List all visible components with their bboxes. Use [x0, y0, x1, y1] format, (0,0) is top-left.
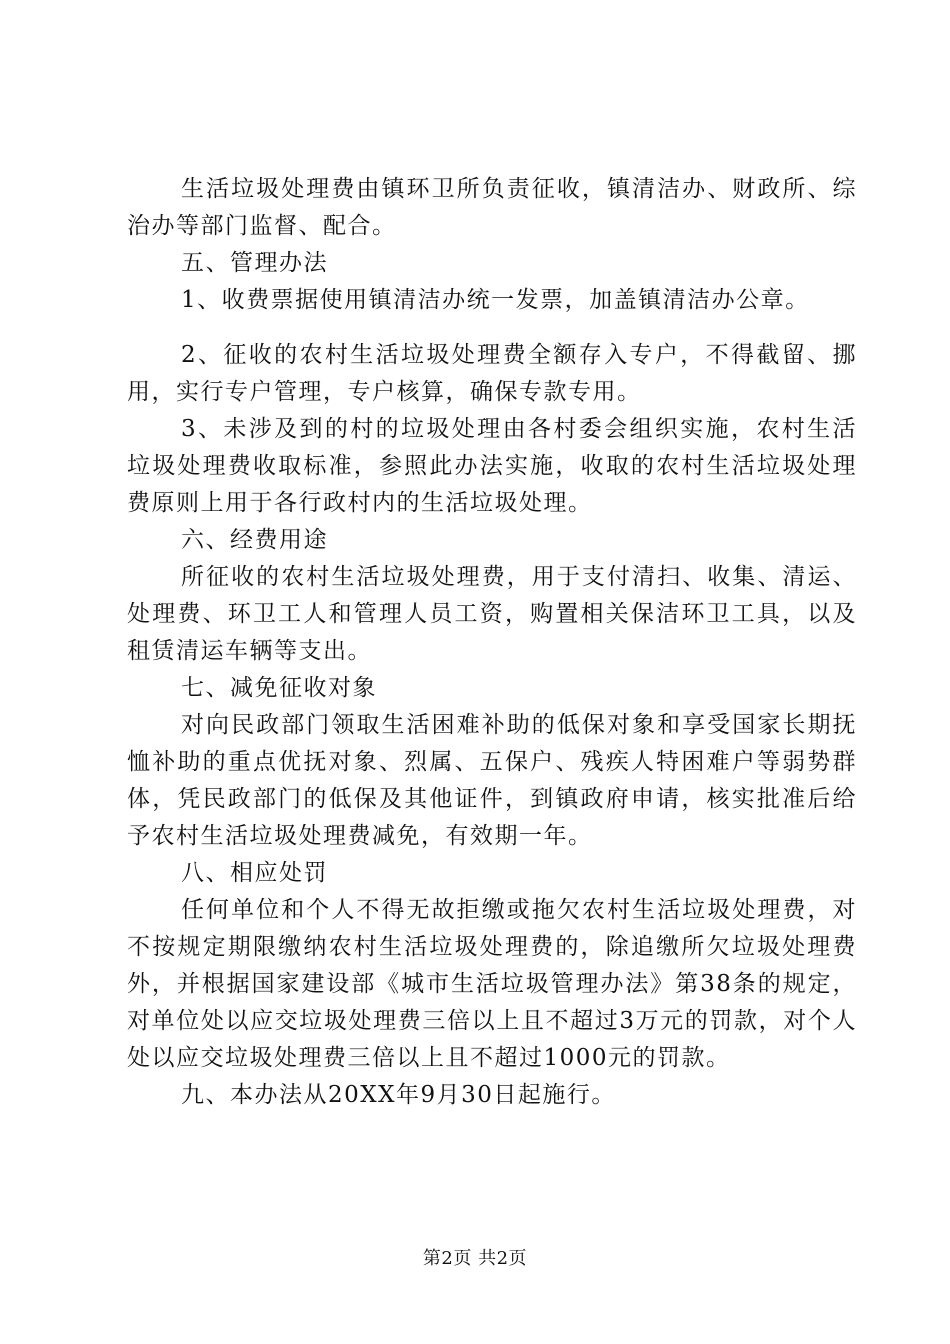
heading-fund-usage: 六、经费用途: [181, 527, 328, 553]
paragraph-penalty: 任何单位和个人不得无故拒缴或拖欠农村生活垃圾处理费，对不按规定期限缴纳农村生活垃圾处理费的，除追缴所欠垃圾处理费外，并根据国家建设部《城市生活垃圾管理办法》第38条的规定，对单位处以应交垃圾处理费三倍以上且不超过3万元的罚款，对个人处以应交垃圾处理费三倍以上且不超过1000元的罚款。: [127, 897, 857, 1071]
paragraph-fund-usage: 所征收的农村生活垃圾处理费，用于支付清扫、收集、清运、处理费、环卫工人和管理人员工资，购置相关保洁环卫工具，以及租赁清运车辆等支出。: [127, 564, 857, 664]
heading-penalty: 八、相应处罚: [181, 860, 328, 886]
paragraph-fee-collection: 生活垃圾处理费由镇环卫所负责征收，镇清洁办、财政所、综治办等部门监督、配合。: [127, 176, 857, 239]
document-body: [127, 171, 857, 1114]
paragraph-item-3: 3、未涉及到的村的垃圾处理由各村委会组织实施，农村生活垃圾处理费收取标准，参照此办法实施，收取的农村生活垃圾处理费原则上用于各行政村内的生活垃圾处理。: [127, 416, 857, 516]
page-footer: 第2页 共2页: [422, 1248, 528, 1269]
paragraph-gap: [127, 319, 857, 337]
paragraph-item-1: 1、收费票据使用镇清洁办统一发票，加盖镇清洁办公章。: [181, 287, 810, 313]
paragraph-item-2: 2、征收的农村生活垃圾处理费全额存入专户，不得截留、挪用，实行专户管理，专户核算，确保专款专用。: [127, 342, 857, 405]
paragraph-effective-date: 九、本办法从20XX年9月30日起施行。: [181, 1082, 616, 1108]
paragraph-exemption: 对向民政部门领取生活困难补助的低保对象和享受国家长期抚恤补助的重点优抚对象、烈属、五保户、残疾人特困难户等弱势群体，凭民政部门的低保及其他证件，到镇政府申请，核实批准后给予农村生活垃圾处理费减免，有效期一年。: [127, 712, 857, 849]
heading-exemption: 七、减免征收对象: [181, 675, 377, 701]
heading-management-method: 五、管理办法: [181, 250, 328, 276]
